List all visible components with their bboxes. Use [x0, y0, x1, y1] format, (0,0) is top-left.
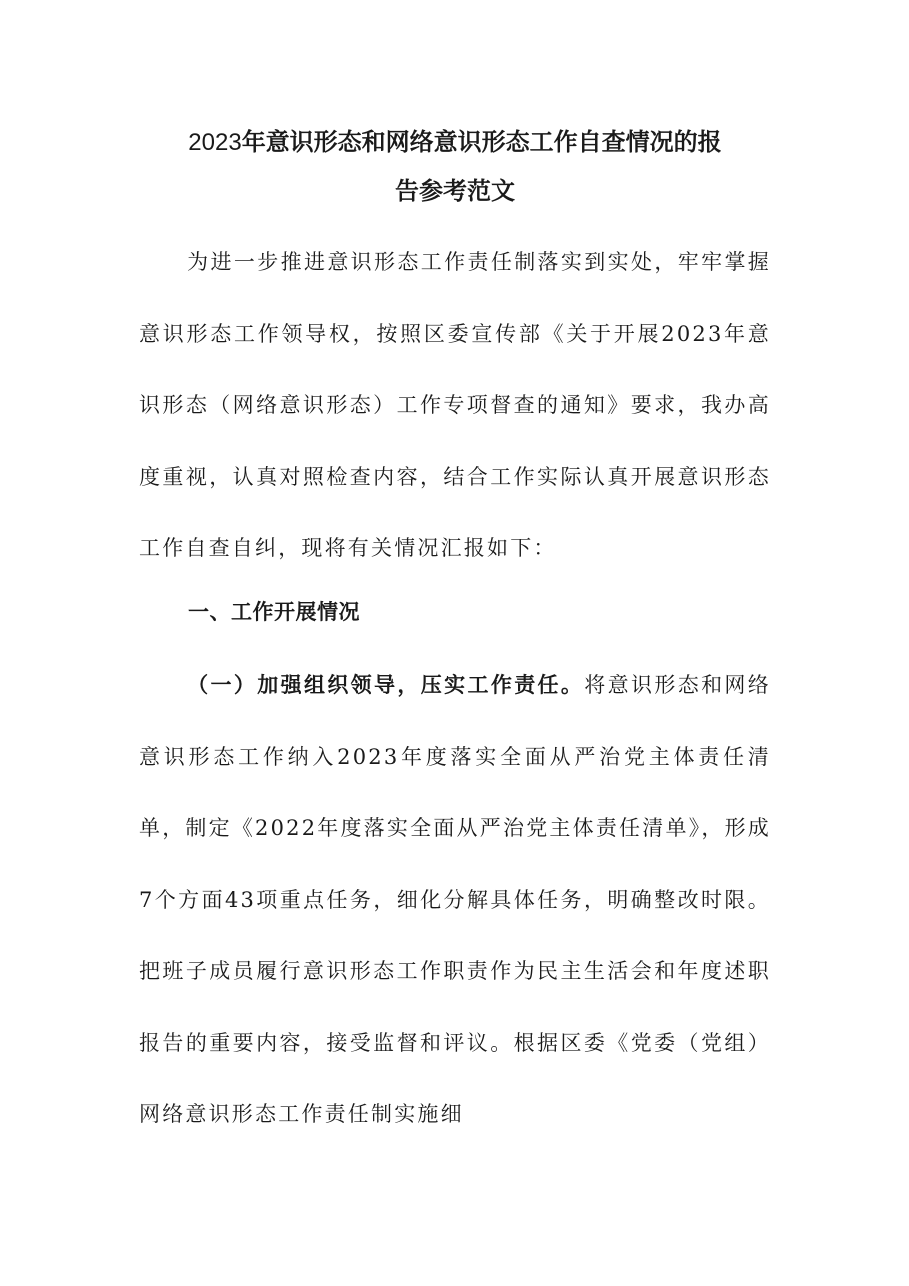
intro-paragraph	[139, 227, 771, 585]
title-line1-text: 年意识形态和网络意识形态工作自查情况的报	[241, 127, 722, 156]
subsection-1-paragraph	[139, 649, 771, 1151]
intro-paragraph-text: 为进一步推进意识形态工作责任制落实到实处，牢牢掌握意识形态工作领导权，按照区委宣传部《关于开展2023年意识形态（网络意识形态）工作专项督查的通知》要求，我办高度重视，认真对照检查内容，结合工作实际认真开展意识形态工作自查自纠，现将有关情况汇报如下：	[139, 250, 771, 560]
title-line2-text: 告参考范文	[395, 176, 515, 205]
document-title	[130, 118, 780, 215]
subsection-1-body: 将意识形态和网络意识形态工作纳入2023年度落实全面从严治党主体责任清单，制定《2022年度落实全面从严治党主体责任清单》，形成7个方面43项重点任务，细化分解具体任务，明确整改时限。把班子成员履行意识形态工作职责作为民主生活会和年度述职报告的重要内容，接受监督和评议。根据区委《党委（党组）网络意识形态工作责任制实施细	[139, 673, 771, 1126]
subsection-1-lead: （一）加强组织领导，压实工作责任。	[187, 672, 585, 697]
section-heading-1: 一、工作开展情况	[188, 600, 360, 624]
title-year: 2023	[188, 129, 242, 156]
